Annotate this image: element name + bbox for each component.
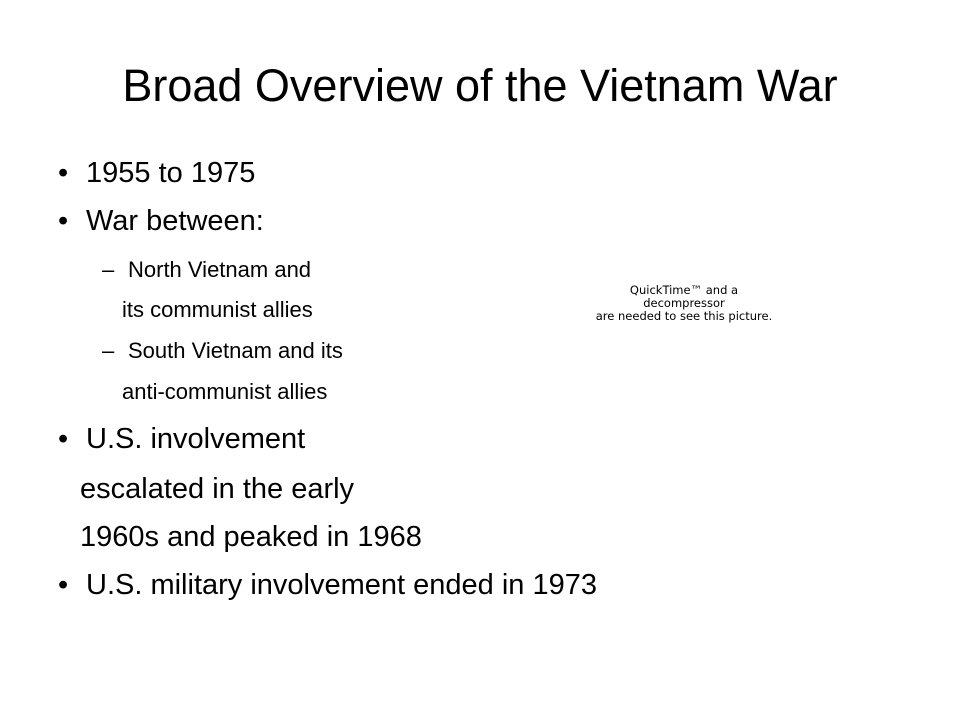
sub-item-north-vietnam-cont: its communist allies [122,297,313,322]
bullet-icon: • [58,423,69,455]
placeholder-line: are needed to see this picture. [595,309,773,323]
sub-item-north-vietnam: North Vietnam and [128,257,312,282]
bullet-icon: • [58,569,69,601]
bullet-text-dates: 1955 to 1975 [86,157,256,189]
bullet-text-war-between: War between: [86,205,264,237]
bullet-text-military-ended: U.S. military involvement ended in 1973 [86,569,597,601]
bullet-icon: • [58,157,69,189]
bullet-text-us-involvement: U.S. involvement [86,423,306,455]
placeholder-line: QuickTime™ and a [629,283,739,297]
bullet-text-us-involvement-cont2: 1960s and peaked in 1968 [80,521,422,553]
dash-icon: – [102,338,115,363]
slide-title: Broad Overview of the Vietnam War [122,60,838,111]
dash-icon: – [102,257,115,282]
bullet-text-us-involvement-cont1: escalated in the early [80,473,355,505]
sub-item-south-vietnam-cont: anti-communist allies [122,379,328,404]
placeholder-line: decompressor [643,296,725,310]
bullet-icon: • [58,205,69,237]
quicktime-placeholder-image [588,284,780,323]
sub-item-south-vietnam: South Vietnam and its [128,338,343,363]
